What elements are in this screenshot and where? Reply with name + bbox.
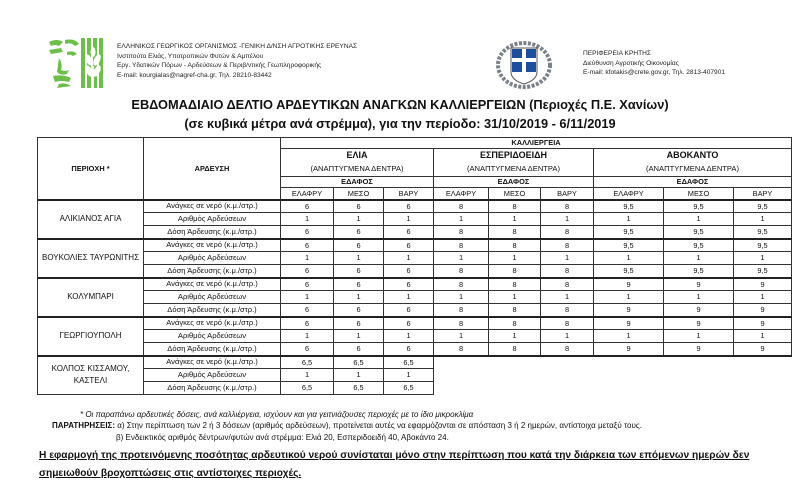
table-row xyxy=(38,330,792,343)
region-line-2: Διεύθυνση Αγροτικής Οικονομίας xyxy=(583,59,679,67)
value-cell: 1 xyxy=(281,369,334,382)
header-row-crops xyxy=(38,138,792,149)
value-cell: 8 xyxy=(489,265,541,278)
row-label-irrigation-dose: Δόση Άρδευσης (κ.μ./στρ.) xyxy=(144,304,281,317)
greek-coat-of-arms-icon xyxy=(495,38,553,90)
value-cell: 9 xyxy=(594,343,664,356)
value-cell: 1 xyxy=(384,291,434,304)
value-cell: 6 xyxy=(384,265,434,278)
institute-line-2: Ινστιτούτο Ελιάς, Υποτροπικών Φυτών & Αμπέλου xyxy=(117,52,264,60)
table-row xyxy=(38,317,792,330)
value-cell: 1 xyxy=(489,330,541,343)
row-label-irrigation-dose: Δόση Άρδευσης (κ.μ./στρ.) xyxy=(144,382,281,395)
value-cell: 9,5 xyxy=(734,239,792,252)
crop-name-olive: ΕΛΙΑ xyxy=(281,149,434,163)
value-cell: 1 xyxy=(594,291,664,304)
soil-label-avocado: ΕΔΑΦΟΣ xyxy=(594,177,792,188)
value-cell: 8 xyxy=(434,265,489,278)
value-cell: 6 xyxy=(384,304,434,317)
value-cell: 1 xyxy=(594,252,664,265)
row-label-water-needs: Ανάγκες σε νερό (κ.μ./στρ.) xyxy=(144,356,281,369)
soil-medium: ΜΕΣΟ xyxy=(334,188,384,200)
row-label-irrigation-dose: Δόση Άρδευσης (κ.μ./στρ.) xyxy=(144,343,281,356)
value-cell: 1 xyxy=(384,369,434,382)
region-line-1: ΠΕΡΙΦΕΡΕΙΑ ΚΡΗΤΗΣ xyxy=(583,50,651,57)
row-label-water-needs: Ανάγκες σε νερό (κ.μ./στρ.) xyxy=(144,239,281,252)
value-cell: 6 xyxy=(334,226,384,239)
value-cell: 1 xyxy=(734,213,792,226)
value-cell: 8 xyxy=(541,317,594,330)
value-cell: 1 xyxy=(334,291,384,304)
value-cell: 9,5 xyxy=(594,239,664,252)
value-cell: 9,5 xyxy=(594,265,664,278)
value-cell: 8 xyxy=(541,343,594,356)
value-cell: 9,5 xyxy=(664,265,734,278)
value-cell: 1 xyxy=(734,252,792,265)
value-cell: 1 xyxy=(541,252,594,265)
value-cell: 1 xyxy=(594,213,664,226)
value-cell: 1 xyxy=(541,330,594,343)
value-cell: 6 xyxy=(281,200,334,213)
value-cell: 1 xyxy=(734,291,792,304)
value-cell: 1 xyxy=(281,213,334,226)
value-cell: 9 xyxy=(734,343,792,356)
value-cell: 9,5 xyxy=(594,226,664,239)
value-cell: 1 xyxy=(594,330,664,343)
value-cell: 6 xyxy=(384,200,434,213)
value-cell: 8 xyxy=(489,278,541,291)
remarks-label: ΠΑΡΑΤΗΡΗΣΕΙΣ: xyxy=(52,421,116,430)
value-cell: 8 xyxy=(541,278,594,291)
row-label-irrigation-dose: Δόση Άρδευσης (κ.μ./στρ.) xyxy=(144,265,281,278)
value-cell: 6 xyxy=(281,343,334,356)
empty-cell xyxy=(434,356,792,369)
soil-heavy: ΒΑΡΥ xyxy=(384,188,434,200)
crop-name-citrus: ΕΣΠΕΡΙΔΟΕΙΔΗ xyxy=(434,149,594,163)
empty-cell xyxy=(434,369,792,382)
soil-heavy: ΒΑΡΥ xyxy=(541,188,594,200)
value-cell: 1 xyxy=(734,330,792,343)
table-row xyxy=(38,356,792,369)
crops-header: ΚΑΛΛΙΕΡΓΕΙΑ xyxy=(281,138,792,149)
value-cell: 8 xyxy=(434,226,489,239)
value-cell: 1 xyxy=(664,291,734,304)
institute-info xyxy=(117,42,357,80)
value-cell: 6 xyxy=(384,239,434,252)
institute-line-3: Εργ. Υδατικών Πόρων - Αρδεύσεων & Περιβ/ντικής Γεωπληροφορικής xyxy=(117,62,322,70)
value-cell: 9,5 xyxy=(734,200,792,213)
row-label-water-needs: Ανάγκες σε νερό (κ.μ./στρ.) xyxy=(144,317,281,330)
value-cell: 6,5 xyxy=(281,382,334,395)
table-row xyxy=(38,343,792,356)
value-cell: 6 xyxy=(334,343,384,356)
value-cell: 6 xyxy=(384,226,434,239)
region-info xyxy=(583,49,725,78)
value-cell: 9,5 xyxy=(734,226,792,239)
value-cell: 6,5 xyxy=(281,356,334,369)
remark-a-text: α) Στην περίπτωση των 2 ή 3 δόσεων (αριθμός αρδεύσεων), προτείνεται αυτές να εφαρμόζονται σε απόσταση 3 ή 2 ημερών, αντίστοιχα μεταξύ τους. xyxy=(117,421,642,430)
value-cell: 8 xyxy=(434,200,489,213)
value-cell: 8 xyxy=(489,304,541,317)
value-cell: 1 xyxy=(281,252,334,265)
empty-cell xyxy=(434,382,792,395)
row-label-irrigation-dose: Δόση Άρδευσης (κ.μ./στρ.) xyxy=(144,226,281,239)
value-cell: 6,5 xyxy=(384,382,434,395)
value-cell: 8 xyxy=(541,226,594,239)
value-cell: 1 xyxy=(384,330,434,343)
region-contact: E-mail: kfotakis@crete.gov.gr, Τηλ. 2813-407901 xyxy=(583,69,726,77)
value-cell: 9 xyxy=(594,317,664,330)
value-cell: 8 xyxy=(489,226,541,239)
value-cell: 8 xyxy=(489,239,541,252)
value-cell: 6,5 xyxy=(334,382,384,395)
value-cell: 8 xyxy=(489,200,541,213)
row-label-irrigation-count: Αριθμός Αρδεύσεων xyxy=(144,330,281,343)
region-name: ΚΟΛΠΟΣ ΚΙΣΣΑΜΟΥ, ΚΑΣΤΕΛΙ xyxy=(38,356,144,395)
value-cell: 6 xyxy=(384,343,434,356)
value-cell: 6 xyxy=(334,239,384,252)
value-cell: 9,5 xyxy=(594,200,664,213)
value-cell: 8 xyxy=(541,304,594,317)
row-label-irrigation-count: Αριθμός Αρδεύσεων xyxy=(144,291,281,304)
soil-label-citrus: ΕΔΑΦΟΣ xyxy=(434,177,594,188)
value-cell: 1 xyxy=(664,213,734,226)
col-header-irrigation: ΑΡΔΕΥΣΗ xyxy=(144,138,281,200)
elgo-dimitra-logo-icon xyxy=(45,38,107,88)
value-cell: 1 xyxy=(434,330,489,343)
row-label-water-needs: Ανάγκες σε νερό (κ.μ./στρ.) xyxy=(144,200,281,213)
value-cell: 6 xyxy=(281,304,334,317)
value-cell: 9,5 xyxy=(664,200,734,213)
region-name: ΚΟΛΥΜΠΑΡΙ xyxy=(38,278,144,317)
table-row xyxy=(38,304,792,317)
institute-line-1: ΕΛΛΗΝΙΚΟΣ ΓΕΩΡΓΙΚΟΣ ΟΡΓΑΝΙΣΜΟΣ -ΓΕΝΙΚΗ Δ/ΝΣΗ ΑΓΡΟΤΙΚΗΣ ΕΡΕΥΝΑΣ xyxy=(117,43,358,50)
value-cell: 8 xyxy=(434,317,489,330)
value-cell: 6 xyxy=(334,317,384,330)
table-row xyxy=(38,239,792,252)
value-cell: 9,5 xyxy=(664,226,734,239)
value-cell: 9 xyxy=(734,304,792,317)
table-row xyxy=(38,213,792,226)
soil-light: ΕΛΑΦΡΥ xyxy=(434,188,489,200)
table-row xyxy=(38,291,792,304)
table-row xyxy=(38,369,792,382)
value-cell: 6,5 xyxy=(384,356,434,369)
value-cell: 1 xyxy=(334,252,384,265)
region-name: ΒΟΥΚΟΛΙΕΣ ΤΑΥΡΩΝΙΤΗΣ xyxy=(38,239,144,278)
col-header-region: ΠΕΡΙΟΧΗ * xyxy=(38,138,144,200)
soil-light: ΕΛΑΦΡΥ xyxy=(281,188,334,200)
value-cell: 6 xyxy=(384,278,434,291)
institute-contact: E-mail: kourgialas@nagref-cha.gr, Τηλ. 28210-83442 xyxy=(117,71,272,79)
header-left-institute xyxy=(45,38,385,88)
soil-label-olive: ΕΔΑΦΟΣ xyxy=(281,177,434,188)
crop-subtitle-citrus: (ΑΝΑΠΤΥΓΜΕΝΑ ΔΕΝΤΡΑ) xyxy=(434,163,594,177)
soil-medium: ΜΕΣΟ xyxy=(489,188,541,200)
value-cell: 9 xyxy=(734,278,792,291)
value-cell: 9 xyxy=(664,317,734,330)
value-cell: 9 xyxy=(594,278,664,291)
table-row xyxy=(38,265,792,278)
value-cell: 1 xyxy=(281,291,334,304)
value-cell: 6 xyxy=(334,304,384,317)
value-cell: 6 xyxy=(281,317,334,330)
value-cell: 1 xyxy=(664,330,734,343)
value-cell: 6 xyxy=(281,226,334,239)
value-cell: 6,5 xyxy=(334,356,384,369)
remark-a xyxy=(52,421,642,430)
value-cell: 1 xyxy=(541,213,594,226)
row-label-irrigation-count: Αριθμός Αρδεύσεων xyxy=(144,213,281,226)
value-cell: 9 xyxy=(734,317,792,330)
value-cell: 6 xyxy=(281,265,334,278)
row-label-irrigation-count: Αριθμός Αρδεύσεων xyxy=(144,369,281,382)
value-cell: 1 xyxy=(434,291,489,304)
value-cell: 6 xyxy=(281,239,334,252)
value-cell: 1 xyxy=(434,252,489,265)
value-cell: 6 xyxy=(384,317,434,330)
table-row xyxy=(38,278,792,291)
remark-b: β) Ενδεικτικός αριθμός δέντρων/φυτών ανά στρέμμα: Ελιά 20, Εσπεριδοειδή 40, Αβοκάντο 24. xyxy=(116,433,449,442)
value-cell: 8 xyxy=(489,343,541,356)
crop-name-avocado: ΑΒΟΚΑΝΤΟ xyxy=(594,149,792,163)
row-label-irrigation-count: Αριθμός Αρδεύσεων xyxy=(144,252,281,265)
value-cell: 1 xyxy=(664,252,734,265)
table-row xyxy=(38,252,792,265)
value-cell: 1 xyxy=(334,213,384,226)
header-right-region xyxy=(495,38,795,93)
soil-heavy: ΒΑΡΥ xyxy=(734,188,792,200)
irrigation-table xyxy=(37,137,792,395)
value-cell: 1 xyxy=(281,330,334,343)
value-cell: 1 xyxy=(334,330,384,343)
value-cell: 6 xyxy=(334,278,384,291)
row-label-water-needs: Ανάγκες σε νερό (κ.μ./στρ.) xyxy=(144,278,281,291)
value-cell: 1 xyxy=(384,213,434,226)
soil-light: ΕΛΑΦΡΥ xyxy=(594,188,664,200)
value-cell: 9 xyxy=(664,343,734,356)
value-cell: 9,5 xyxy=(664,239,734,252)
value-cell: 8 xyxy=(541,239,594,252)
value-cell: 9 xyxy=(664,304,734,317)
footnote-microclimate: * Οι παραπάνω αρδευτικές δόσεις, ανά καλλιέργεια, ισχύουν και για γειτνιάζουσες περιοχές με το ίδιο μικροκλίμα xyxy=(80,410,474,419)
value-cell: 9,5 xyxy=(734,265,792,278)
value-cell: 1 xyxy=(541,291,594,304)
page-title: ΕΒΔΟΜΑΔΙΑΙΟ ΔΕΛΤΙΟ ΑΡΔΕΥΤΙΚΩΝ ΑΝΑΓΚΩΝ ΚΑΛΛΙΕΡΓΕΙΩΝ (Περιοχές Π.Ε. Χανίων) xyxy=(131,97,669,112)
value-cell: 8 xyxy=(434,343,489,356)
value-cell: 1 xyxy=(489,291,541,304)
soil-medium: ΜΕΣΟ xyxy=(664,188,734,200)
value-cell: 8 xyxy=(434,239,489,252)
value-cell: 8 xyxy=(541,200,594,213)
value-cell: 1 xyxy=(334,369,384,382)
value-cell: 1 xyxy=(489,252,541,265)
value-cell: 8 xyxy=(434,304,489,317)
table-row xyxy=(38,382,792,395)
value-cell: 1 xyxy=(384,252,434,265)
value-cell: 9 xyxy=(664,278,734,291)
region-name: ΓΕΩΡΓΙΟΥΠΟΛΗ xyxy=(38,317,144,356)
rainfall-warning: Η εφαρμογή της προτεινόμενης ποσότητας αρδευτικού νερού συνίσταται μόνο στην περίπτωση που κατά την διάρκεια των επόμενων ημερών δεν σημειωθούν βροχοπτώσεις στις αντίστοιχες περιοχές. xyxy=(39,450,750,479)
value-cell: 9 xyxy=(594,304,664,317)
value-cell: 1 xyxy=(434,213,489,226)
table-row xyxy=(38,200,792,213)
table-row xyxy=(38,226,792,239)
value-cell: 8 xyxy=(541,265,594,278)
page-subtitle-period: (σε κυβικά μέτρα ανά στρέμμα), για την περίοδο: 31/10/2019 - 6/11/2019 xyxy=(184,116,616,131)
value-cell: 6 xyxy=(334,265,384,278)
value-cell: 6 xyxy=(334,200,384,213)
value-cell: 1 xyxy=(489,213,541,226)
region-name: ΑΛΙΚΙΑΝΟΣ ΑΓΙΑ xyxy=(38,200,144,239)
value-cell: 8 xyxy=(434,278,489,291)
crop-subtitle-olive: (ΑΝΑΠΤΥΓΜΕΝΑ ΔΕΝΤΡΑ) xyxy=(281,163,434,177)
value-cell: 6 xyxy=(281,278,334,291)
value-cell: 8 xyxy=(489,317,541,330)
crop-subtitle-avocado: (ΑΝΑΠΤΥΓΜΕΝΑ ΔΕΝΤΡΑ) xyxy=(594,163,792,177)
